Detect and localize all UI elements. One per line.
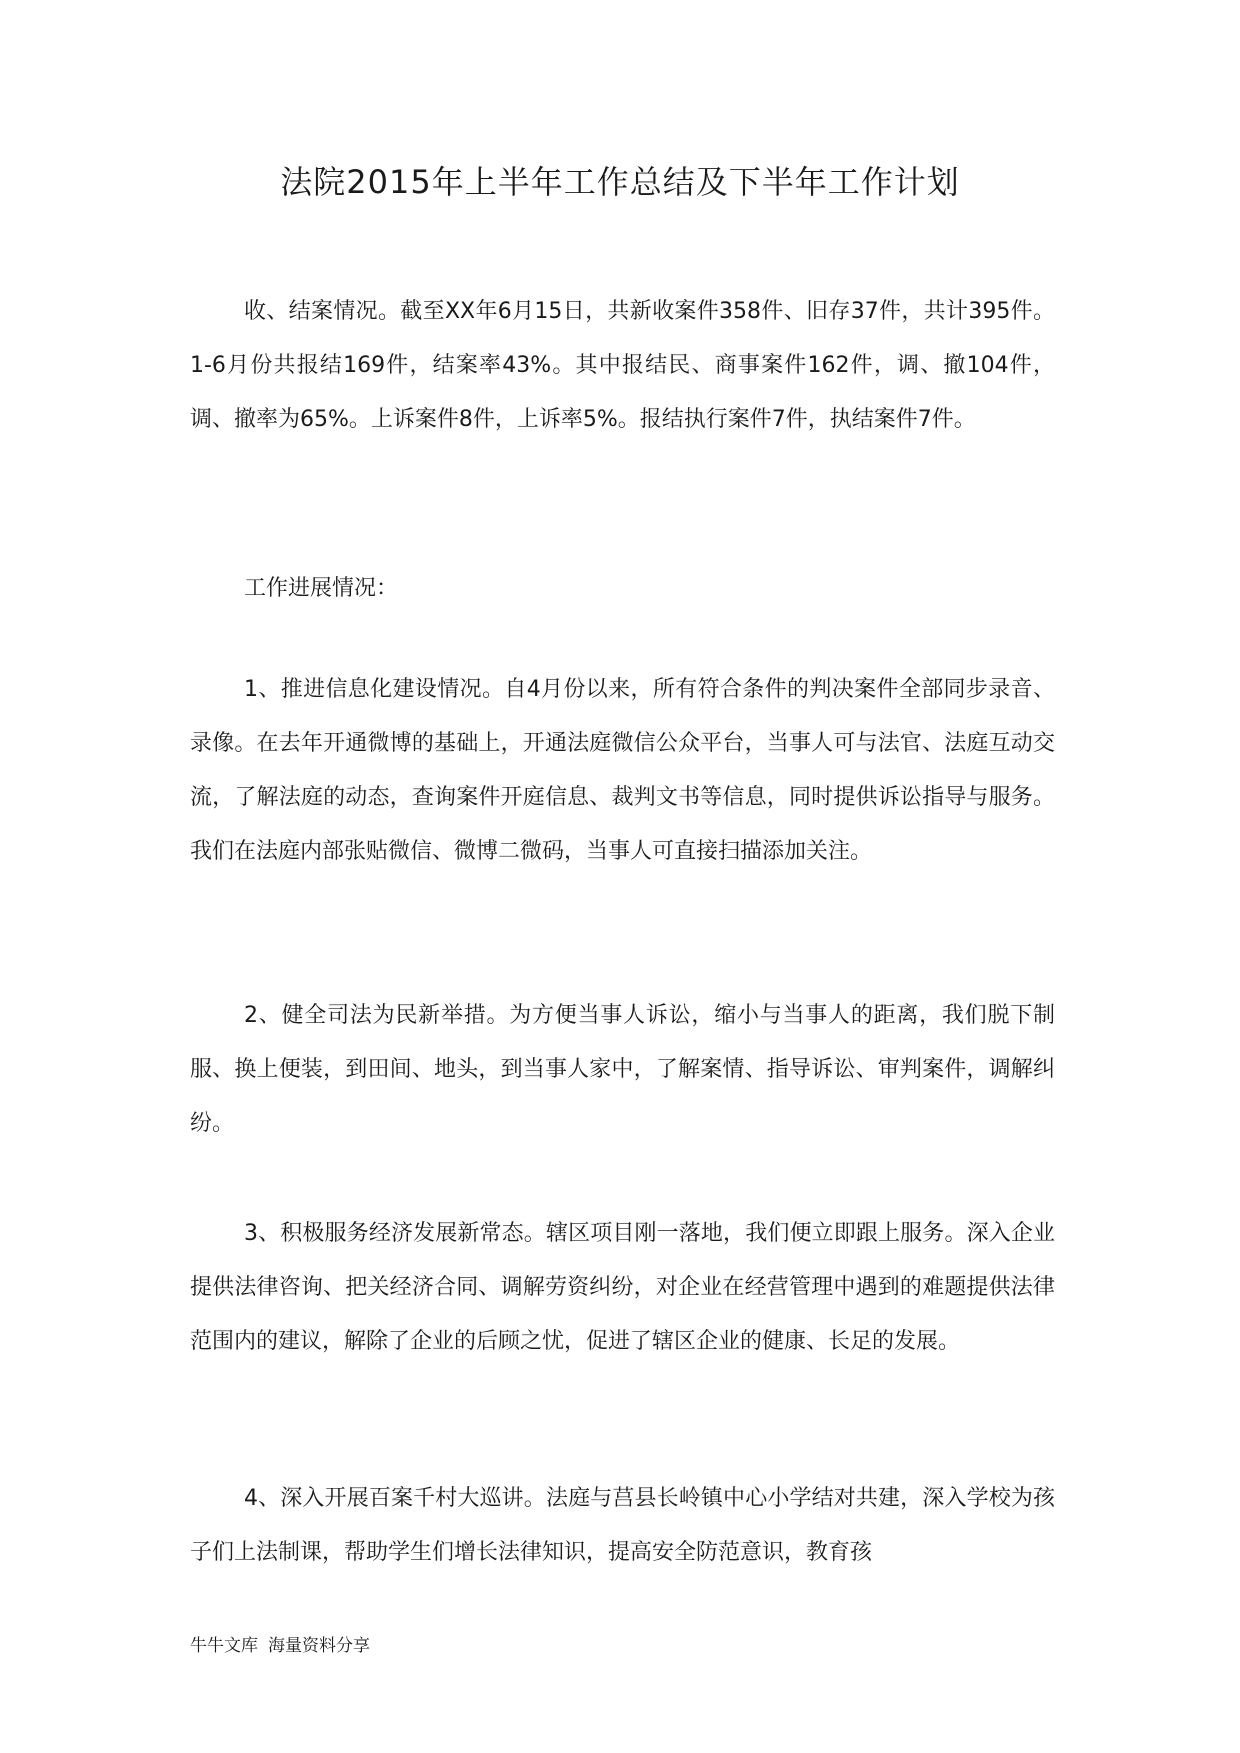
paragraph-judicial-service: 2、健全司法为民新举措。为方便当事人诉讼，缩小与当事人的距离，我们脱下制服、换上便装，到田间、地头，到当事人家中，了解案情、指导诉讼、审判案件，调解纠纷。: [190, 1003, 1055, 1136]
footer-tagline: 海量资料分享: [268, 1636, 370, 1656]
paragraph-case-statistics: 收、结案情况。截至XX年6月15日，共新收案件358件、旧存37件，共计395件。1-6月份共报结169件，结案率43%。其中报结民、商事案件162件，调、撤104件，调、撤率为65%。上诉案件8件，上诉率5%。报结执行案件7件，执结案件7件。: [190, 299, 1055, 432]
document-title: 法院2015年上半年工作总结及下半年工作计划: [280, 163, 960, 201]
footer-brand: 牛牛文库: [190, 1636, 258, 1656]
paragraph-informatization: 1、推进信息化建设情况。自4月份以来，所有符合条件的判决案件全部同步录音、录像。在去年开通微博的基础上，开通法庭微信公众平台，当事人可与法官、法庭互动交流，了解法庭的动态，查询案件开庭信息、裁判文书等信息，同时提供诉讼指导与服务。我们在法庭内部张贴微信、微博二微码，当事人可直接扫描添加关注。: [190, 677, 1055, 864]
paragraph-progress-heading: 工作进展情况：: [244, 576, 399, 601]
paragraph-law-lectures: 4、深入开展百案千村大巡讲。法庭与莒县长岭镇中心小学结对共建，深入学校为孩子们上法制课，帮助学生们增长法律知识，提高安全防范意识，教育孩: [190, 1486, 1055, 1565]
page-footer: [190, 1634, 370, 1658]
paragraph-economic-service: 3、积极服务经济发展新常态。辖区项目刚一落地，我们便立即跟上服务。深入企业提供法律咨询、把关经济合同、调解劳资纠纷，对企业在经营管理中遇到的难题提供法律范围内的建议，解除了企业的后顾之忧，促进了辖区企业的健康、长足的发展。: [190, 1221, 1055, 1354]
